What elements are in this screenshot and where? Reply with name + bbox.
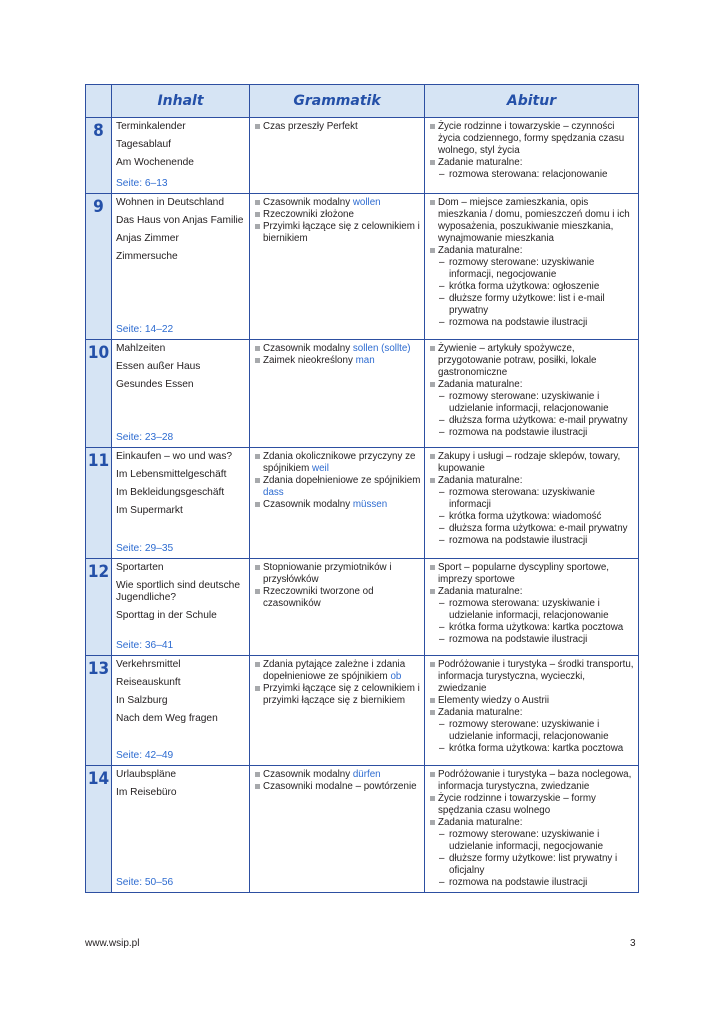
bullet-square-icon <box>255 586 263 591</box>
topic-list <box>112 448 249 517</box>
abitur-subitem-text: rozmowa sterowana: uzyskiwanie i udzielanie informacji, relacjonowanie <box>449 598 609 621</box>
dash-icon: – <box>439 317 445 328</box>
abitur-subitem <box>430 293 635 317</box>
topic-item: Im Reisebüro <box>116 787 177 798</box>
grammatik-list <box>250 340 424 370</box>
bullet-square-icon <box>255 209 263 214</box>
abitur-subitem-text: rozmowa sterowana: relacjonowanie <box>449 169 608 180</box>
grammar-text-part: Czasownik modalny <box>263 343 353 354</box>
bullet-square-icon <box>430 343 438 348</box>
grammatik-list <box>250 448 424 514</box>
inhalt-cell <box>112 448 250 559</box>
abitur-subitem <box>430 523 635 535</box>
grammar-text-part: Czas przeszły Perfekt <box>263 121 358 132</box>
abitur-text: Zadania maturalne: <box>438 707 523 718</box>
topic-item: Sportarten <box>116 562 164 573</box>
abitur-subitem <box>430 391 635 415</box>
abitur-text: Zadania maturalne: <box>438 245 523 256</box>
grammar-text-part: Czasownik modalny <box>263 499 353 510</box>
grammatik-item <box>255 586 421 610</box>
grammatik-item <box>255 197 421 209</box>
abitur-subitem <box>430 535 635 547</box>
grammatik-item <box>255 562 421 586</box>
bullet-square-icon <box>430 659 438 664</box>
grammatik-text <box>263 781 421 793</box>
dash-icon: – <box>439 391 445 402</box>
grammatik-text <box>263 451 421 475</box>
chapter-number: 9 <box>86 194 112 340</box>
inhalt-cell <box>112 766 250 893</box>
bullet-square-icon <box>430 562 438 567</box>
inhalt-cell <box>112 194 250 340</box>
abitur-text: Dom – miejsce zamieszkania, opis mieszkania / domu, pomieszczeń domu i ich wyposażenia, poszukiwanie mieszkania, wynajmowanie mieszkania <box>438 197 630 244</box>
abitur-subitem-text: rozmowy sterowane: uzyskiwanie i udzielanie informacji, relacjonowanie <box>449 719 609 742</box>
page-range: Seite: 42–49 <box>116 750 174 761</box>
grammatik-text <box>263 121 421 133</box>
grammar-text-part: Przyimki łączące się z celownikiem i biernikiem <box>263 221 420 244</box>
topic-item: In Salzburg <box>116 695 168 706</box>
bullet-square-icon <box>430 793 438 798</box>
header-inhalt: Inhalt <box>112 85 250 118</box>
header-num-cell <box>86 85 112 118</box>
topic-item: Gesundes Essen <box>116 379 194 390</box>
abitur-subitem <box>430 719 635 743</box>
bullet-square-icon <box>255 197 263 202</box>
topic-list <box>112 766 249 799</box>
grammatik-text <box>263 659 421 683</box>
grammatik-item <box>255 499 421 511</box>
abitur-item <box>430 475 635 487</box>
bullet-square-icon <box>430 695 438 700</box>
abitur-cell <box>425 194 639 340</box>
dash-icon: – <box>439 169 445 180</box>
bullet-square-icon <box>255 355 263 360</box>
topic-item: Reiseauskunft <box>116 677 181 688</box>
abitur-subitem-text: krótka forma użytkowa: kartka pocztowa <box>449 743 624 754</box>
abitur-list <box>425 194 638 332</box>
grammar-keyword: ob <box>390 671 402 682</box>
abitur-subitem-text: krótka forma użytkowa: kartka pocztowa <box>449 622 624 633</box>
abitur-subitem-text: dłuższe formy użytkowe: list prywatny i oficjalny <box>449 853 618 876</box>
chapter-number: 8 <box>86 118 112 194</box>
dash-icon: – <box>439 281 445 292</box>
dash-icon: – <box>439 257 445 268</box>
topic-item: Terminkalender <box>116 121 186 132</box>
topic-list <box>112 118 249 169</box>
grammar-text-part: Zdania pytające zależne i zdania dopełnieniowe ze spójnikiem <box>263 659 406 682</box>
abitur-subitem-text: rozmowa na podstawie ilustracji <box>449 535 588 546</box>
dash-icon: – <box>439 511 445 522</box>
grammatik-item <box>255 451 421 475</box>
dash-icon: – <box>439 293 445 304</box>
topic-item: Wie sportlich sind deutsche Jugendliche? <box>116 580 241 603</box>
grammar-text-part: Przyimki łączące się z celownikiem i przyimki łączące się z biernikiem <box>263 683 420 706</box>
abitur-item <box>430 817 635 829</box>
abitur-item <box>430 197 635 245</box>
grammar-keyword: dürfen <box>352 769 381 780</box>
abitur-list <box>425 340 638 442</box>
table-row <box>86 766 639 893</box>
grammatik-item <box>255 781 421 793</box>
header-grammatik: Grammatik <box>250 85 425 118</box>
grammatik-text <box>263 586 421 610</box>
abitur-subitem <box>430 598 635 622</box>
abitur-subitem-text: rozmowy sterowane: uzyskiwanie i udzielanie informacji, negocjowanie <box>449 829 604 852</box>
grammatik-text <box>263 683 421 707</box>
abitur-subitem-text: dłuższa forma użytkowa: e-mail prywatny <box>449 415 628 426</box>
grammatik-cell <box>250 340 425 448</box>
table-row <box>86 340 639 448</box>
abitur-subitem-text: krótka forma użytkowa: ogłoszenie <box>449 281 600 292</box>
page-range: Seite: 6–13 <box>116 178 168 189</box>
grammar-text-part: Rzeczowniki złożone <box>263 209 354 220</box>
dash-icon: – <box>439 719 445 730</box>
grammar-text-part: Czasowniki modalne – powtórzenie <box>263 781 417 792</box>
contents-table <box>85 84 639 893</box>
bullet-square-icon <box>255 562 263 567</box>
dash-icon: – <box>439 853 445 864</box>
bullet-square-icon <box>430 121 438 126</box>
grammatik-item <box>255 209 421 221</box>
abitur-text: Zakupy i usługi – rodzaje sklepów, towary, kupowanie <box>438 451 621 474</box>
bullet-square-icon <box>255 683 263 688</box>
abitur-cell <box>425 559 639 656</box>
topic-item: Anjas Zimmer <box>116 233 179 244</box>
grammatik-text <box>263 355 421 367</box>
abitur-item <box>430 343 635 379</box>
dash-icon: – <box>439 634 445 645</box>
page-range: Seite: 14–22 <box>116 324 174 335</box>
bullet-square-icon <box>255 343 263 348</box>
abitur-subitem <box>430 622 635 634</box>
table-row <box>86 656 639 766</box>
abitur-list <box>425 656 638 758</box>
abitur-item <box>430 695 635 707</box>
abitur-subitem <box>430 877 635 889</box>
topic-item: Das Haus von Anjas Familie <box>116 215 244 226</box>
dash-icon: – <box>439 877 445 888</box>
grammatik-text <box>263 562 421 586</box>
grammatik-text <box>263 209 421 221</box>
dash-icon: – <box>439 598 445 609</box>
topic-item: Essen außer Haus <box>116 361 201 372</box>
abitur-list <box>425 448 638 550</box>
abitur-subitem-text: rozmowa na podstawie ilustracji <box>449 317 588 328</box>
abitur-item <box>430 245 635 257</box>
abitur-item <box>430 769 635 793</box>
bullet-square-icon <box>255 221 263 226</box>
grammar-text-part: Stopniowanie przymiotników i przysłówków <box>263 562 392 585</box>
grammatik-list <box>250 118 424 136</box>
abitur-subitem <box>430 317 635 329</box>
abitur-text: Podróżowanie i turystyka – baza noclegowa, informacja turystyczna, zwiedzanie <box>438 769 632 792</box>
abitur-list <box>425 118 638 184</box>
grammatik-text <box>263 197 421 209</box>
grammatik-item <box>255 475 421 499</box>
abitur-subitem <box>430 281 635 293</box>
bullet-square-icon <box>255 451 263 456</box>
bullet-square-icon <box>430 475 438 480</box>
grammatik-list <box>250 559 424 613</box>
dash-icon: – <box>439 427 445 438</box>
abitur-text: Zadania maturalne: <box>438 817 523 828</box>
topic-list <box>112 194 249 263</box>
topic-item: Am Wochenende <box>116 157 194 168</box>
abitur-list <box>425 766 638 892</box>
topic-item: Urlaubspläne <box>116 769 177 780</box>
page-range: Seite: 23–28 <box>116 432 174 443</box>
grammar-text-part: Zaimek nieokreślony <box>263 355 356 366</box>
grammatik-item <box>255 683 421 707</box>
abitur-subitem <box>430 415 635 427</box>
bullet-square-icon <box>430 245 438 250</box>
topic-list <box>112 340 249 391</box>
grammatik-text <box>263 221 421 245</box>
dash-icon: – <box>439 523 445 534</box>
grammatik-cell <box>250 656 425 766</box>
chapter-number: 10 <box>86 340 112 448</box>
grammatik-text <box>263 499 421 511</box>
abitur-item <box>430 659 635 695</box>
footer-url: www.wsip.pl <box>85 938 140 949</box>
abitur-item <box>430 379 635 391</box>
table-row <box>86 194 639 340</box>
abitur-text: Sport – popularne dyscypliny sportowe, imprezy sportowe <box>438 562 609 585</box>
bullet-square-icon <box>255 781 263 786</box>
grammatik-cell <box>250 118 425 194</box>
abitur-subitem <box>430 169 635 181</box>
chapter-number: 11 <box>86 448 112 559</box>
grammatik-cell <box>250 766 425 893</box>
topic-item: Im Supermarkt <box>116 505 183 516</box>
grammatik-cell <box>250 448 425 559</box>
grammatik-item <box>255 769 421 781</box>
abitur-text: Życie rodzinne i towarzyskie – czynności życia codziennego, formy spędzania czasu wolnego, styl życia <box>438 121 625 156</box>
abitur-cell <box>425 656 639 766</box>
grammatik-text <box>263 343 421 355</box>
abitur-text: Podróżowanie i turystyka – środki transportu, informacja turystyczna, wycieczki, zwiedzanie <box>438 659 634 694</box>
grammatik-cell <box>250 559 425 656</box>
abitur-subitem-text: rozmowa na podstawie ilustracji <box>449 427 588 438</box>
abitur-item <box>430 793 635 817</box>
grammar-text-part: Rzeczowniki tworzone od czasowników <box>263 586 374 609</box>
abitur-cell <box>425 118 639 194</box>
inhalt-cell <box>112 559 250 656</box>
topic-item: Einkaufen – wo und was? <box>116 451 233 462</box>
abitur-text: Życie rodzinne i towarzyskie – formy spędzania czasu wolnego <box>438 793 596 816</box>
abitur-item <box>430 586 635 598</box>
inhalt-cell <box>112 340 250 448</box>
grammar-keyword: wollen <box>352 197 381 208</box>
abitur-item <box>430 121 635 157</box>
grammar-keyword: sollen (sollte) <box>352 343 411 354</box>
abitur-cell <box>425 448 639 559</box>
abitur-subitem-text: dłuższa forma użytkowa: e-mail prywatny <box>449 523 628 534</box>
abitur-text: Zadania maturalne: <box>438 379 523 390</box>
table-row <box>86 448 639 559</box>
bullet-square-icon <box>255 121 263 126</box>
topic-list <box>112 656 249 725</box>
grammatik-item <box>255 659 421 683</box>
table-header-row <box>86 85 639 118</box>
grammar-text-part: Czasownik modalny <box>263 197 353 208</box>
inhalt-cell <box>112 118 250 194</box>
bullet-square-icon <box>430 769 438 774</box>
page-range: Seite: 50–56 <box>116 877 174 888</box>
topic-item: Tagesablauf <box>116 139 171 150</box>
abitur-subitem-text: rozmowa na podstawie ilustracji <box>449 634 588 645</box>
grammatik-text <box>263 475 421 499</box>
grammatik-item <box>255 355 421 367</box>
topic-item: Zimmersuche <box>116 251 178 262</box>
bullet-square-icon <box>255 499 263 504</box>
bullet-square-icon <box>430 586 438 591</box>
dash-icon: – <box>439 829 445 840</box>
grammar-keyword: weil <box>312 463 329 474</box>
grammar-keyword: müssen <box>352 499 388 510</box>
abitur-subitem-text: rozmowa na podstawie ilustracji <box>449 877 588 888</box>
grammatik-list <box>250 656 424 710</box>
abitur-subitem <box>430 743 635 755</box>
chapter-number: 14 <box>86 766 112 893</box>
abitur-subitem <box>430 257 635 281</box>
grammatik-item <box>255 121 421 133</box>
dash-icon: – <box>439 743 445 754</box>
abitur-subitem-text: rozmowy sterowane: uzyskiwanie informacji, negocjowanie <box>449 257 595 280</box>
grammatik-list <box>250 766 424 796</box>
table-row <box>86 559 639 656</box>
bullet-square-icon <box>430 157 438 162</box>
abitur-text: Zadania maturalne: <box>438 586 523 597</box>
bullet-square-icon <box>255 475 263 480</box>
abitur-subitem <box>430 427 635 439</box>
page-range: Seite: 29–35 <box>116 543 174 554</box>
abitur-subitem-text: krótka forma użytkowa: wiadomość <box>449 511 602 522</box>
dash-icon: – <box>439 487 445 498</box>
abitur-item <box>430 707 635 719</box>
bullet-square-icon <box>430 451 438 456</box>
grammatik-text <box>263 769 421 781</box>
abitur-subitem-text: dłuższe formy użytkowe: list i e-mail prywatny <box>449 293 605 316</box>
abitur-subitem <box>430 511 635 523</box>
abitur-cell <box>425 340 639 448</box>
abitur-subitem <box>430 487 635 511</box>
abitur-text: Żywienie – artykuły spożywcze, przygotowanie potraw, posiłki, lokale gastronomiczne <box>438 343 597 378</box>
topic-item: Im Bekleidungsgeschäft <box>116 487 225 498</box>
inhalt-cell <box>112 656 250 766</box>
topic-item: Sporttag in der Schule <box>116 610 217 621</box>
abitur-text: Elementy wiedzy o Austrii <box>438 695 550 706</box>
topic-item: Nach dem Weg fragen <box>116 713 218 724</box>
bullet-square-icon <box>255 769 263 774</box>
bullet-square-icon <box>255 659 263 664</box>
abitur-text: Zadania maturalne: <box>438 475 523 486</box>
dash-icon: – <box>439 535 445 546</box>
grammar-text-part: Zdania okolicznikowe przyczyny ze spójnikiem <box>263 451 416 474</box>
grammar-keyword: dass <box>263 487 284 498</box>
abitur-list <box>425 559 638 649</box>
bullet-square-icon <box>430 707 438 712</box>
grammar-text-part: Czasownik modalny <box>263 769 353 780</box>
abitur-cell <box>425 766 639 893</box>
abitur-subitem-text: rozmowa sterowana: uzyskiwanie informacji <box>449 487 595 510</box>
grammatik-item <box>255 343 421 355</box>
abitur-item <box>430 562 635 586</box>
dash-icon: – <box>439 415 445 426</box>
page-range: Seite: 36–41 <box>116 640 174 651</box>
abitur-subitem <box>430 853 635 877</box>
chapter-number: 13 <box>86 656 112 766</box>
abitur-subitem <box>430 829 635 853</box>
topic-item: Verkehrsmittel <box>116 659 181 670</box>
abitur-text: Zadanie maturalne: <box>438 157 523 168</box>
topic-item: Mahlzeiten <box>116 343 166 354</box>
table-row <box>86 118 639 194</box>
grammatik-cell <box>250 194 425 340</box>
abitur-subitem <box>430 634 635 646</box>
topic-item: Wohnen in Deutschland <box>116 197 224 208</box>
grammatik-item <box>255 221 421 245</box>
abitur-subitem-text: rozmowy sterowane: uzyskiwanie i udzielanie informacji, relacjonowanie <box>449 391 609 414</box>
bullet-square-icon <box>430 197 438 202</box>
grammar-text-part: Zdania dopełnieniowe ze spójnikiem <box>263 475 421 486</box>
topic-item: Im Lebensmittelgeschäft <box>116 469 227 480</box>
bullet-square-icon <box>430 817 438 822</box>
grammatik-list <box>250 194 424 248</box>
abitur-item <box>430 157 635 169</box>
page-number: 3 <box>630 938 636 949</box>
topic-list <box>112 559 249 622</box>
abitur-item <box>430 451 635 475</box>
dash-icon: – <box>439 622 445 633</box>
bullet-square-icon <box>430 379 438 384</box>
grammar-keyword: man <box>355 355 375 366</box>
header-abitur: Abitur <box>425 85 639 118</box>
chapter-number: 12 <box>86 559 112 656</box>
